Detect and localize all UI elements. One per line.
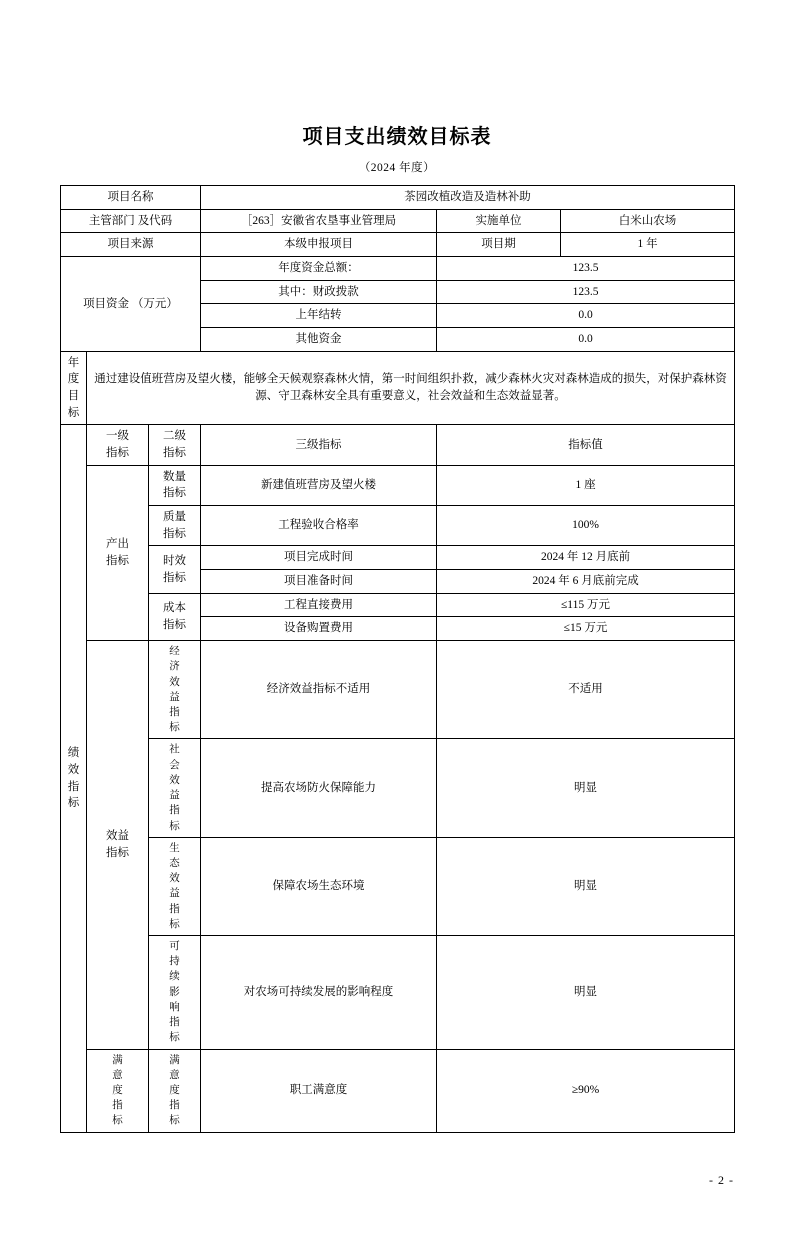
char: 效 xyxy=(169,676,180,688)
level2-shuliang-line2: 指标 xyxy=(163,487,186,500)
funds-row-value: 123.5 xyxy=(437,257,735,281)
col-header-level2-line1: 二级 xyxy=(163,430,186,443)
dept-value: ［263］安徽省农垦事业管理局 xyxy=(201,209,437,233)
level3-indicator: 保障农场生态环境 xyxy=(201,837,437,935)
document-page xyxy=(0,120,794,1243)
level1-manyidu xyxy=(87,1049,149,1132)
level2-manyidu xyxy=(149,1049,201,1132)
table-row xyxy=(61,506,735,546)
funds-row-name: 其他资金 xyxy=(201,328,437,352)
level2-shixiao-line1: 时效 xyxy=(163,554,186,567)
char: 指 xyxy=(112,1100,123,1112)
table-row xyxy=(61,233,735,257)
table-row xyxy=(61,641,735,739)
level2-zhiliang xyxy=(149,506,201,546)
level2-shuliang xyxy=(149,465,201,505)
char: 意 xyxy=(169,1069,180,1081)
table-row xyxy=(61,465,735,505)
performance-target-table xyxy=(60,185,735,1133)
level2-shixiao xyxy=(149,546,201,593)
level2-zhiliang-line2: 指标 xyxy=(163,527,186,540)
perf-side-label-char: 绩 xyxy=(67,747,80,760)
char: 济 xyxy=(169,661,180,673)
col-header-level2-line2: 指标 xyxy=(163,447,186,460)
level3-indicator: 职工满意度 xyxy=(201,1049,437,1132)
indicator-value: 1 座 xyxy=(437,465,735,505)
perf-side-label-char: 效 xyxy=(67,763,80,776)
char: 标 xyxy=(169,820,180,832)
project-name-value: 茶园改植改造及造林补助 xyxy=(201,186,735,210)
char: 指 xyxy=(169,706,180,718)
level3-indicator: 项目完成时间 xyxy=(201,546,437,570)
char: 满 xyxy=(112,1054,123,1066)
funds-row-name: 上年结转 xyxy=(201,304,437,328)
annual-goal-label-char: 目 xyxy=(67,390,80,403)
indicator-value: ≤15 万元 xyxy=(437,617,735,641)
char: 标 xyxy=(169,1115,180,1127)
char: 满 xyxy=(169,1054,180,1066)
table-row xyxy=(61,1049,735,1132)
level1-xiaoyi xyxy=(87,641,149,1049)
table-row xyxy=(61,257,735,281)
level3-indicator: 对农场可持续发展的影响程度 xyxy=(201,936,437,1050)
col-header-level3: 三级指标 xyxy=(201,425,437,465)
level1-chanchu-line1: 产出 xyxy=(106,538,129,551)
table-row xyxy=(61,186,735,210)
char: 持 xyxy=(169,956,180,968)
level3-indicator: 提高农场防火保障能力 xyxy=(201,739,437,837)
page-number: - 2 - xyxy=(709,1173,734,1187)
perf-side-label-char: 标 xyxy=(67,797,80,810)
table-row xyxy=(61,351,735,425)
char: 效 xyxy=(169,873,180,885)
unit-value: 白米山农场 xyxy=(561,209,735,233)
indicator-value: 2024 年 12 月底前 xyxy=(437,546,735,570)
level3-indicator: 新建值班营房及望火楼 xyxy=(201,465,437,505)
annual-goal-label-char: 标 xyxy=(67,406,80,419)
funds-row-name: 年度资金总额： xyxy=(201,257,437,281)
char: 态 xyxy=(169,857,180,869)
level2-shuliang-line1: 数量 xyxy=(163,470,186,483)
table-row xyxy=(61,837,735,935)
char: 续 xyxy=(169,971,180,983)
source-value: 本级申报项目 xyxy=(201,233,437,257)
char: 度 xyxy=(112,1085,123,1097)
period-value: 1 年 xyxy=(561,233,735,257)
page-title: 项目支出绩效目标表 xyxy=(302,126,492,148)
indicator-value: ≥90% xyxy=(437,1049,735,1132)
annual-goal-label xyxy=(61,351,87,425)
funds-row-value: 0.0 xyxy=(437,304,735,328)
level2-shixiao-line2: 指标 xyxy=(163,571,186,584)
level1-chanchu-line2: 指标 xyxy=(106,554,129,567)
char: 社 xyxy=(169,744,180,756)
indicator-value: 不适用 xyxy=(437,641,735,739)
char: 益 xyxy=(169,790,180,802)
char: 标 xyxy=(112,1115,123,1127)
dept-label-line2: 及代码 xyxy=(137,214,173,227)
char: 标 xyxy=(169,1032,180,1044)
indicator-value: 2024 年 6 月底前完成 xyxy=(437,570,735,594)
perf-side-label-char: 指 xyxy=(67,780,80,793)
char: 指 xyxy=(169,1017,180,1029)
col-header-level1 xyxy=(87,425,149,465)
char: 益 xyxy=(169,691,180,703)
table-row xyxy=(61,593,735,617)
period-label: 项目期 xyxy=(437,233,561,257)
char: 可 xyxy=(169,941,180,953)
funds-row-name: 其中：财政拨款 xyxy=(201,280,437,304)
annual-goal-text: 通过建设值班营房及望火楼，能够全天候观察森林火情，第一时间组织扑救，减少森林火灾对森林造成的损失，对保护森林资源、守卫森林安全具有重要意义，社会效益和生态效益显著。 xyxy=(87,351,735,425)
unit-label: 实施单位 xyxy=(437,209,561,233)
char: 经 xyxy=(169,646,180,658)
level3-indicator: 工程验收合格率 xyxy=(201,506,437,546)
col-header-value: 指标值 xyxy=(437,425,735,465)
source-label: 项目来源 xyxy=(61,233,201,257)
dept-label-line1: 主管部门 xyxy=(88,214,135,227)
level3-indicator: 设备购置费用 xyxy=(201,617,437,641)
annual-goal-label-char: 度 xyxy=(67,373,80,386)
dept-label xyxy=(61,209,201,233)
char: 意 xyxy=(112,1069,123,1081)
char: 指 xyxy=(169,903,180,915)
char: 标 xyxy=(169,918,180,930)
annual-goal-label-char: 年 xyxy=(67,356,80,369)
funds-label-line1: 项目资金 xyxy=(83,297,130,310)
level2-chengben-line2: 指标 xyxy=(163,618,186,631)
funds-row-value: 123.5 xyxy=(437,280,735,304)
level1-xiaoyi-line1: 效益 xyxy=(106,830,129,843)
level2-chengben xyxy=(149,593,201,640)
perf-side-label xyxy=(61,425,87,1132)
col-header-level2 xyxy=(149,425,201,465)
char: 生 xyxy=(169,842,180,854)
table-row xyxy=(61,739,735,837)
table-row xyxy=(61,209,735,233)
level2-shengtai-xiaoyi xyxy=(149,837,201,935)
indicator-value: 明显 xyxy=(437,936,735,1050)
funds-label-line2: （万元） xyxy=(131,297,178,310)
level2-chengben-line1: 成本 xyxy=(163,602,186,615)
project-name-label: 项目名称 xyxy=(61,186,201,210)
char: 影 xyxy=(169,986,180,998)
col-header-level1-line1: 一级 xyxy=(106,430,129,443)
indicator-value: ≤115 万元 xyxy=(437,593,735,617)
table-row xyxy=(61,936,735,1050)
indicator-value: 明显 xyxy=(437,837,735,935)
level2-jingji-xiaoyi xyxy=(149,641,201,739)
table-row xyxy=(61,546,735,570)
level3-indicator: 项目准备时间 xyxy=(201,570,437,594)
level1-chanchu xyxy=(87,465,149,640)
level1-xiaoyi-line2: 指标 xyxy=(106,846,129,859)
indicator-value: 100% xyxy=(437,506,735,546)
char: 指 xyxy=(169,1100,180,1112)
level3-indicator: 经济效益指标不适用 xyxy=(201,641,437,739)
page-subtitle: （2024 年度） xyxy=(358,162,436,174)
char: 度 xyxy=(169,1085,180,1097)
col-header-level1-line2: 指标 xyxy=(106,447,129,460)
char: 标 xyxy=(169,722,180,734)
level3-indicator: 工程直接费用 xyxy=(201,593,437,617)
table-row xyxy=(61,425,735,465)
funds-label xyxy=(61,257,201,352)
level2-kechixu-yingxiang xyxy=(149,936,201,1050)
funds-row-value: 0.0 xyxy=(437,328,735,352)
char: 效 xyxy=(169,774,180,786)
indicator-value: 明显 xyxy=(437,739,735,837)
char: 会 xyxy=(169,759,180,771)
level2-zhiliang-line1: 质量 xyxy=(163,511,186,524)
char: 响 xyxy=(169,1001,180,1013)
char: 指 xyxy=(169,805,180,817)
char: 益 xyxy=(169,888,180,900)
level2-shehui-xiaoyi xyxy=(149,739,201,837)
